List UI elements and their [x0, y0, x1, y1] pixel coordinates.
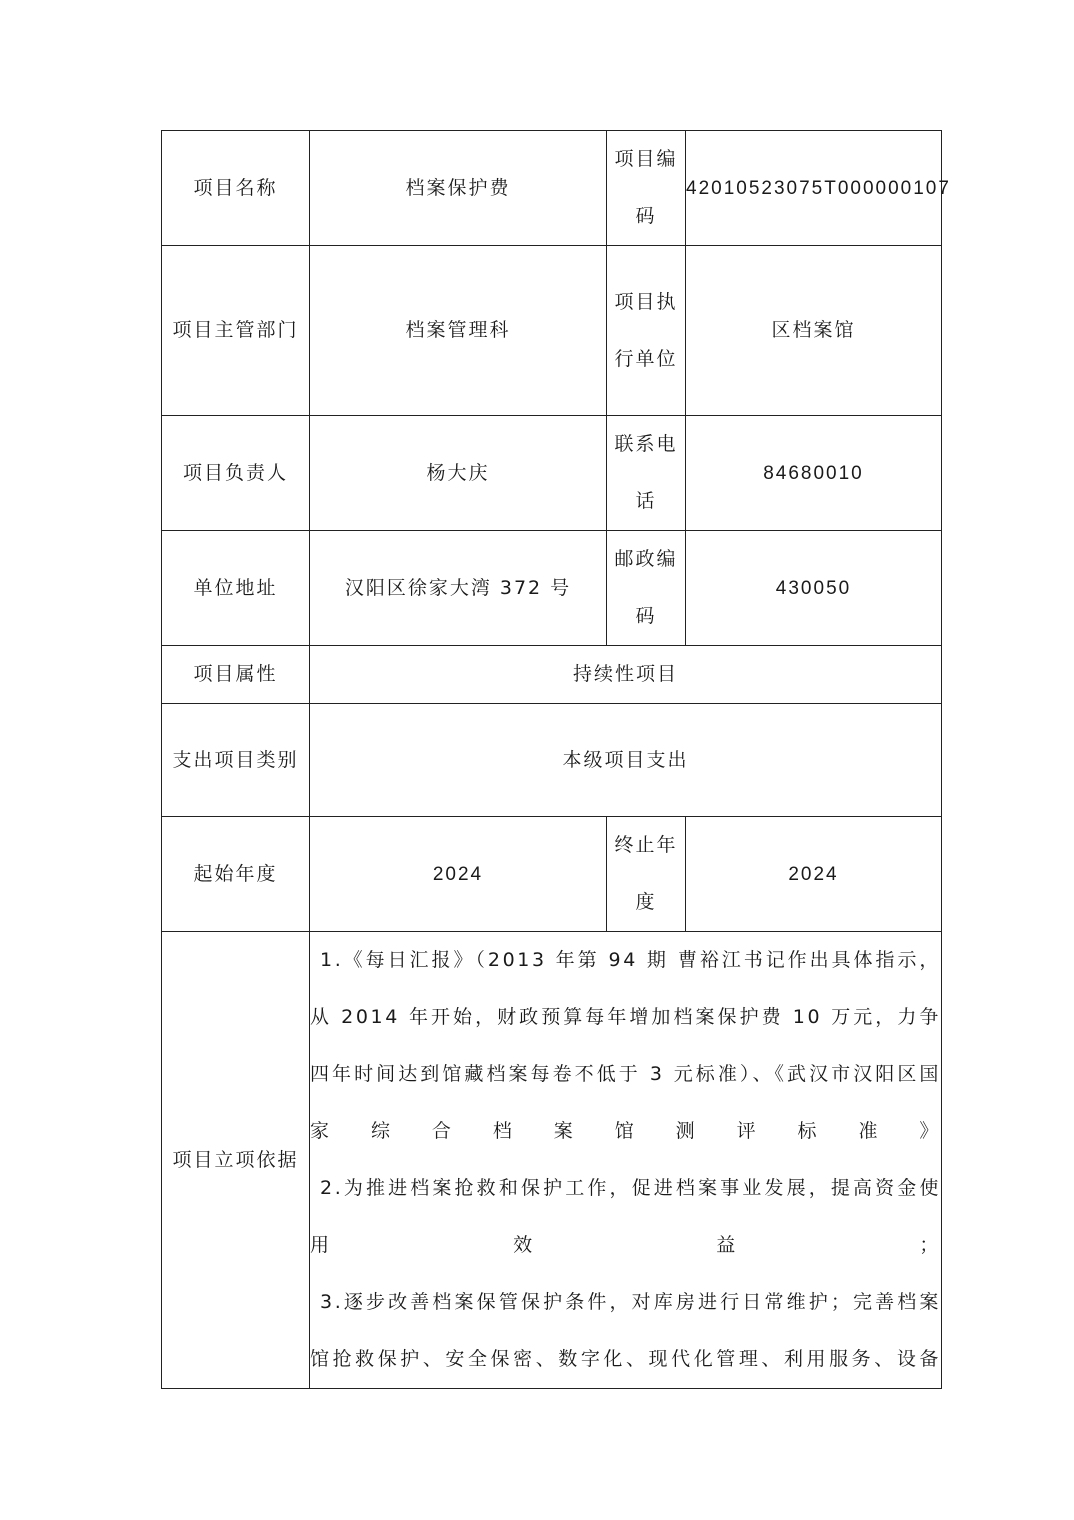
- basis-content: [310, 932, 942, 1389]
- postcode-value: 430050: [686, 531, 942, 646]
- phone-label: 联系电话: [607, 416, 686, 531]
- basis-paragraph: 1.《每日汇报》（2013 年第 94 期 曹裕江书记作出具体指示，从 2014 年开始，财政预算每年增加档案保护费 10 万元，力争四年时间达到馆藏档案每卷不低于 3 元标准）、《武汉市汉阳区国家综合档案馆测评标准》: [310, 949, 941, 1142]
- start-year-label: 起始年度: [162, 817, 310, 932]
- phone-value: 84680010: [686, 416, 942, 531]
- category-label: 支出项目类别: [162, 704, 310, 817]
- executor-value: 区档案馆: [686, 246, 942, 416]
- executor-label: 项目执行单位: [607, 246, 686, 416]
- table-row: [162, 531, 942, 646]
- address-value: 汉阳区徐家大湾 372 号: [310, 531, 607, 646]
- start-year-value: 2024: [310, 817, 607, 932]
- leader-label: 项目负责人: [162, 416, 310, 531]
- address-label: 单位地址: [162, 531, 310, 646]
- table-row: [162, 246, 942, 416]
- basis-paragraph: 2.为推进档案抢救和保护工作，促进档案事业发展，提高资金使用效益；: [310, 1177, 941, 1256]
- end-year-value: 2024: [686, 817, 942, 932]
- project-name-label: 项目名称: [162, 131, 310, 246]
- project-code-value: 42010523075T000000107: [686, 131, 942, 246]
- attribute-label: 项目属性: [162, 646, 310, 704]
- basis-paragraph: 3.逐步改善档案保管保护条件，对库房进行日常维护；完善档案馆抢救保护、安全保密、数字化、现代化管理、利用服务、设备: [310, 1291, 941, 1370]
- department-label: 项目主管部门: [162, 246, 310, 416]
- basis-label: 项目立项依据: [162, 932, 310, 1389]
- leader-value: 杨大庆: [310, 416, 607, 531]
- department-value: 档案管理科: [310, 246, 607, 416]
- category-value: 本级项目支出: [310, 704, 942, 817]
- table-row: [162, 131, 942, 246]
- table-row: [162, 704, 942, 817]
- table-row: [162, 932, 942, 1389]
- table-row: [162, 416, 942, 531]
- project-info-table: [161, 130, 951, 1389]
- project-name-value: 档案保护费: [310, 131, 607, 246]
- attribute-value: 持续性项目: [310, 646, 942, 704]
- postcode-label: 邮政编码: [607, 531, 686, 646]
- table-row: [162, 646, 942, 704]
- project-code-label: 项目编码: [607, 131, 686, 246]
- end-year-label: 终止年度: [607, 817, 686, 932]
- table-row: [162, 817, 942, 932]
